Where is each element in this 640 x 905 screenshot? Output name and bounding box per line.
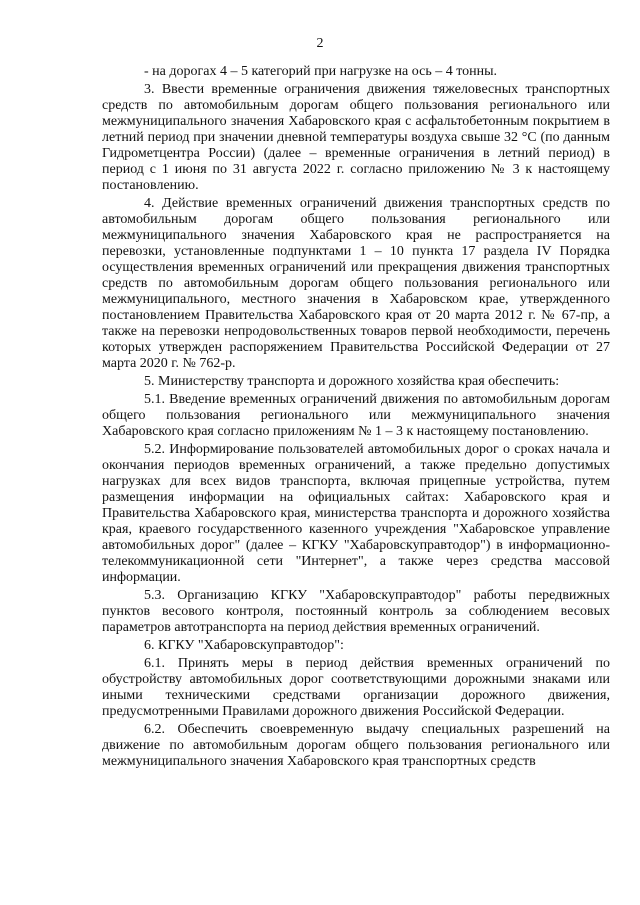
paragraph-axle-load: - на дорогах 4 – 5 категорий при нагрузке на ось – 4 тонны. — [144, 64, 498, 79]
paragraph-5-3: 5.3. Организацию КГКУ "Хабаровскуправтодор" работы передвижных пунктов весового контроля, постоянный контроль за соблюдением весовых параметров автотранспорта на период действия временных ограничений. — [102, 588, 610, 635]
page-number: 2 — [316, 36, 324, 51]
paragraph-6-2: 6.2. Обеспечить своевременную выдачу специальных разрешений на движение по автомобильным дорогам общего пользования регионального или межмуниципального значения Хабаровского края транспортных средств — [102, 722, 610, 769]
paragraph-6: 6. КГКУ "Хабаровскуправтодор": — [144, 638, 344, 653]
paragraph-5-1: 5.1. Введение временных ограничений движения по автомобильным дорогам общего пользования регионального или межмуниципального значения Хабаровского края согласно приложениям № 1 – 3 к настоящему постановлению. — [102, 392, 610, 439]
paragraph-5: 5. Министерству транспорта и дорожного хозяйства края обеспечить: — [144, 374, 560, 389]
paragraph-5-2: 5.2. Информирование пользователей автомобильных дорог о сроках начала и окончания периодов временных ограничений, а также предельно допустимых нагрузках для всех видов транспорта, включая прицепные устройства, путем размещения информации на официальных сайтах: Хабаровского края и Правительства Хабаровского края, министерства транспорта и дорожного хозяйства края, краевого государственного казенного учреждения "Хабаровское управление автомобильных дорог" (далее – КГКУ "Хабаровскуправтодор") в информационно-телекоммуникационной сети "Интернет", а также через средства массовой информации. — [102, 442, 610, 585]
paragraph-3: 3. Ввести временные ограничения движения тяжеловесных транспортных средств по автомобильным дорогам общего пользования регионального или межмуниципального значения Хабаровского края с асфальтобетонным покрытием в летний период при значении дневной температуры воздуха свыше 32 °С (по данным Гидрометцентра России) (далее – временные ограничения в летний период) в период с 1 июня по 31 августа 2022 г. согласно приложению № 3 к настоящему постановлению. — [102, 82, 610, 193]
paragraph-4: 4. Действие временных ограничений движения транспортных средств по автомобильным дорогам общего пользования регионального или межмуниципального значения Хабаровского края не распространяется на перевозки, установленные подпунктами 1 – 10 пункта 17 раздела IV Порядка осуществления временных ограничений или прекращения движения транспортных средств по автомобильным дорогам общего пользования регионального или межмуниципального, местного значения в Хабаровском крае, утвержденного постановлением Правительства Хабаровского края от 20 марта 2012 г. № 67-пр, а также на перевозки непродовольственных товаров первой необходимости, перечень которых утвержден распоряжением Правительства Российской Федерации от 27 марта 2020 г. № 762-р. — [102, 196, 610, 371]
paragraph-6-1: 6.1. Принять меры в период действия временных ограничений по обустройству автомобильных дорог соответствующими дорожными знаками или иными техническими средствами организации дорожного движения, предусмотренными Правилами дорожного движения Российской Федерации. — [102, 656, 610, 719]
document-body — [102, 64, 610, 770]
